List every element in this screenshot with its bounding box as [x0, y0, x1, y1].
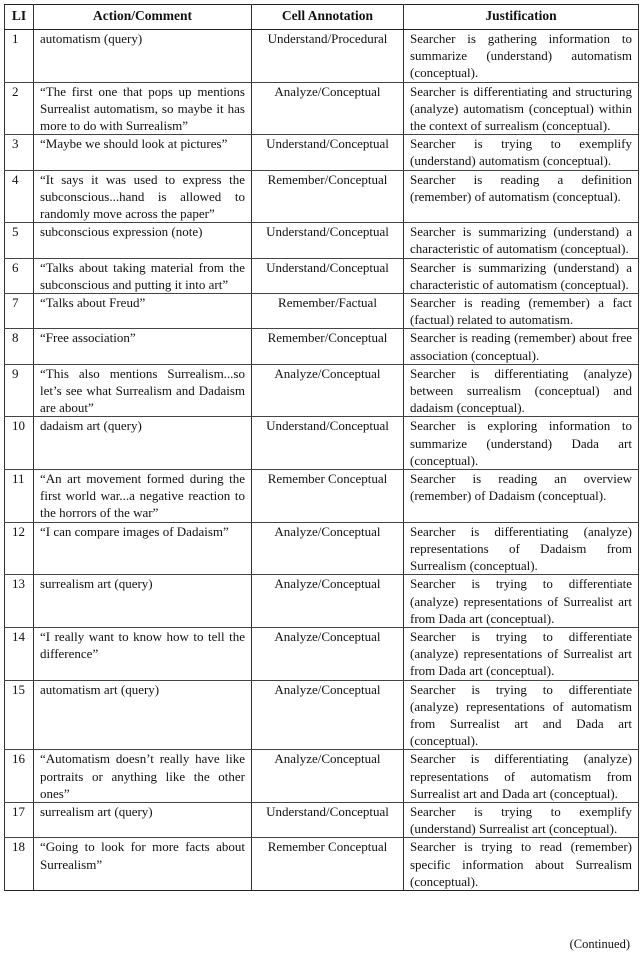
row-action-comment: “I can compare images of Dadaism” [34, 522, 252, 575]
table-row [5, 838, 639, 891]
row-li: 2 [5, 82, 34, 135]
row-action-comment: “It says it was used to express the subconscious...hand is allowed to randomly move across the paper” [34, 170, 252, 223]
row-li: 15 [5, 680, 34, 750]
row-li: 5 [5, 223, 34, 258]
table-row [5, 522, 639, 575]
row-justification: Searcher is trying to differentiate (analyze) representations of Surrealist art from Dada art (conceptual). [404, 575, 639, 628]
row-li: 1 [5, 30, 34, 83]
row-li: 6 [5, 258, 34, 293]
row-li: 4 [5, 170, 34, 223]
row-cell-annotation: Remember/Conceptual [252, 170, 404, 223]
row-cell-annotation: Analyze/Conceptual [252, 627, 404, 680]
header-cell-annotation: Cell Annotation [252, 5, 404, 30]
row-li: 16 [5, 750, 34, 803]
row-justification: Searcher is trying to exemplify (understand) Surrealist art (conceptual). [404, 802, 639, 837]
table-row [5, 329, 639, 364]
row-action-comment: subconscious expression (note) [34, 223, 252, 258]
table-row [5, 258, 639, 293]
row-action-comment: dadaism art (query) [34, 417, 252, 470]
row-action-comment: “Talks about taking material from the subconscious and putting it into art” [34, 258, 252, 293]
table-row [5, 417, 639, 470]
row-action-comment: surrealism art (query) [34, 575, 252, 628]
row-cell-annotation: Analyze/Conceptual [252, 364, 404, 417]
row-cell-annotation: Remember/Factual [252, 294, 404, 329]
row-justification: Searcher is reading a definition (remember) of automatism (conceptual). [404, 170, 639, 223]
table-row [5, 680, 639, 750]
row-cell-annotation: Analyze/Conceptual [252, 680, 404, 750]
row-justification: Searcher is differentiating (analyze) representations of Dadaism from Surrealism (conceptual). [404, 522, 639, 575]
row-li: 11 [5, 470, 34, 523]
row-cell-annotation: Remember Conceptual [252, 470, 404, 523]
table-row [5, 750, 639, 803]
row-justification: Searcher is summarizing (understand) a characteristic of automatism (conceptual). [404, 258, 639, 293]
row-cell-annotation: Analyze/Conceptual [252, 750, 404, 803]
row-action-comment: “I really want to know how to tell the difference” [34, 627, 252, 680]
header-action-comment: Action/Comment [34, 5, 252, 30]
header-li: LI [5, 5, 34, 30]
table-row [5, 364, 639, 417]
table-row [5, 30, 639, 83]
row-action-comment: “Maybe we should look at pictures” [34, 135, 252, 170]
table-row [5, 575, 639, 628]
table-row [5, 470, 639, 523]
table-row [5, 223, 639, 258]
table-row [5, 170, 639, 223]
row-li: 17 [5, 802, 34, 837]
header-justification: Justification [404, 5, 639, 30]
row-li: 8 [5, 329, 34, 364]
row-justification: Searcher is reading (remember) a fact (factual) related to automatism. [404, 294, 639, 329]
row-action-comment: “Free association” [34, 329, 252, 364]
row-justification: Searcher is summarizing (understand) a characteristic of automatism (conceptual). [404, 223, 639, 258]
row-justification: Searcher is trying to exemplify (understand) automatism (conceptual). [404, 135, 639, 170]
row-li: 18 [5, 838, 34, 891]
table-header-row [5, 5, 639, 30]
row-cell-annotation: Analyze/Conceptual [252, 522, 404, 575]
row-action-comment: automatism art (query) [34, 680, 252, 750]
row-action-comment: “Automatism doesn’t really have like portraits or anything like the other ones” [34, 750, 252, 803]
row-justification: Searcher is exploring information to summarize (understand) Dada art (conceptual). [404, 417, 639, 470]
table-row [5, 627, 639, 680]
row-cell-annotation: Remember/Conceptual [252, 329, 404, 364]
row-action-comment: surrealism art (query) [34, 802, 252, 837]
row-li: 7 [5, 294, 34, 329]
row-li: 3 [5, 135, 34, 170]
row-cell-annotation: Analyze/Conceptual [252, 82, 404, 135]
row-justification: Searcher is reading an overview (remember) of Dadaism (conceptual). [404, 470, 639, 523]
row-cell-annotation: Understand/Conceptual [252, 417, 404, 470]
table-row [5, 135, 639, 170]
row-action-comment: “The first one that pops up mentions Surrealist automatism, so maybe it has more to do with Surrealism” [34, 82, 252, 135]
row-justification: Searcher is gathering information to summarize (understand) automatism (conceptual). [404, 30, 639, 83]
table-row [5, 802, 639, 837]
row-li: 13 [5, 575, 34, 628]
row-action-comment: “Talks about Freud” [34, 294, 252, 329]
table-row [5, 82, 639, 135]
row-cell-annotation: Understand/Conceptual [252, 802, 404, 837]
table-body [5, 30, 639, 891]
row-li: 9 [5, 364, 34, 417]
row-li: 12 [5, 522, 34, 575]
table-row [5, 294, 639, 329]
row-justification: Searcher is differentiating (analyze) between surrealism (conceptual) and dadaism (conceptual). [404, 364, 639, 417]
row-cell-annotation: Understand/Conceptual [252, 223, 404, 258]
row-justification: Searcher is differentiating (analyze) representations of automatism from Surrealist art and Dada art (conceptual). [404, 750, 639, 803]
row-action-comment: “An art movement formed during the first world war...a negative reaction to the horrors of the war” [34, 470, 252, 523]
row-justification: Searcher is trying to differentiate (analyze) representations of automatism from Surrealist art and Dada art (conceptual). [404, 680, 639, 750]
row-justification: Searcher is trying to differentiate (analyze) representations of Surrealist art from Dada art (conceptual). [404, 627, 639, 680]
row-cell-annotation: Understand/Procedural [252, 30, 404, 83]
continued-note: (Continued) [569, 937, 630, 951]
row-action-comment: “Going to look for more facts about Surrealism” [34, 838, 252, 891]
row-justification: Searcher is trying to read (remember) specific information about Surrealism (conceptual). [404, 838, 639, 891]
row-cell-annotation: Understand/Conceptual [252, 135, 404, 170]
row-cell-annotation: Analyze/Conceptual [252, 575, 404, 628]
row-action-comment: “This also mentions Surrealism...so let’s see what Surrealism and Dadaism are about” [34, 364, 252, 417]
annotation-table [4, 4, 639, 891]
row-justification: Searcher is differentiating and structuring (analyze) automatism (conceptual) within the context of surrealism (conceptual). [404, 82, 639, 135]
row-action-comment: automatism (query) [34, 30, 252, 83]
row-li: 14 [5, 627, 34, 680]
row-cell-annotation: Understand/Conceptual [252, 258, 404, 293]
row-li: 10 [5, 417, 34, 470]
row-cell-annotation: Remember Conceptual [252, 838, 404, 891]
row-justification: Searcher is reading (remember) about free association (conceptual). [404, 329, 639, 364]
